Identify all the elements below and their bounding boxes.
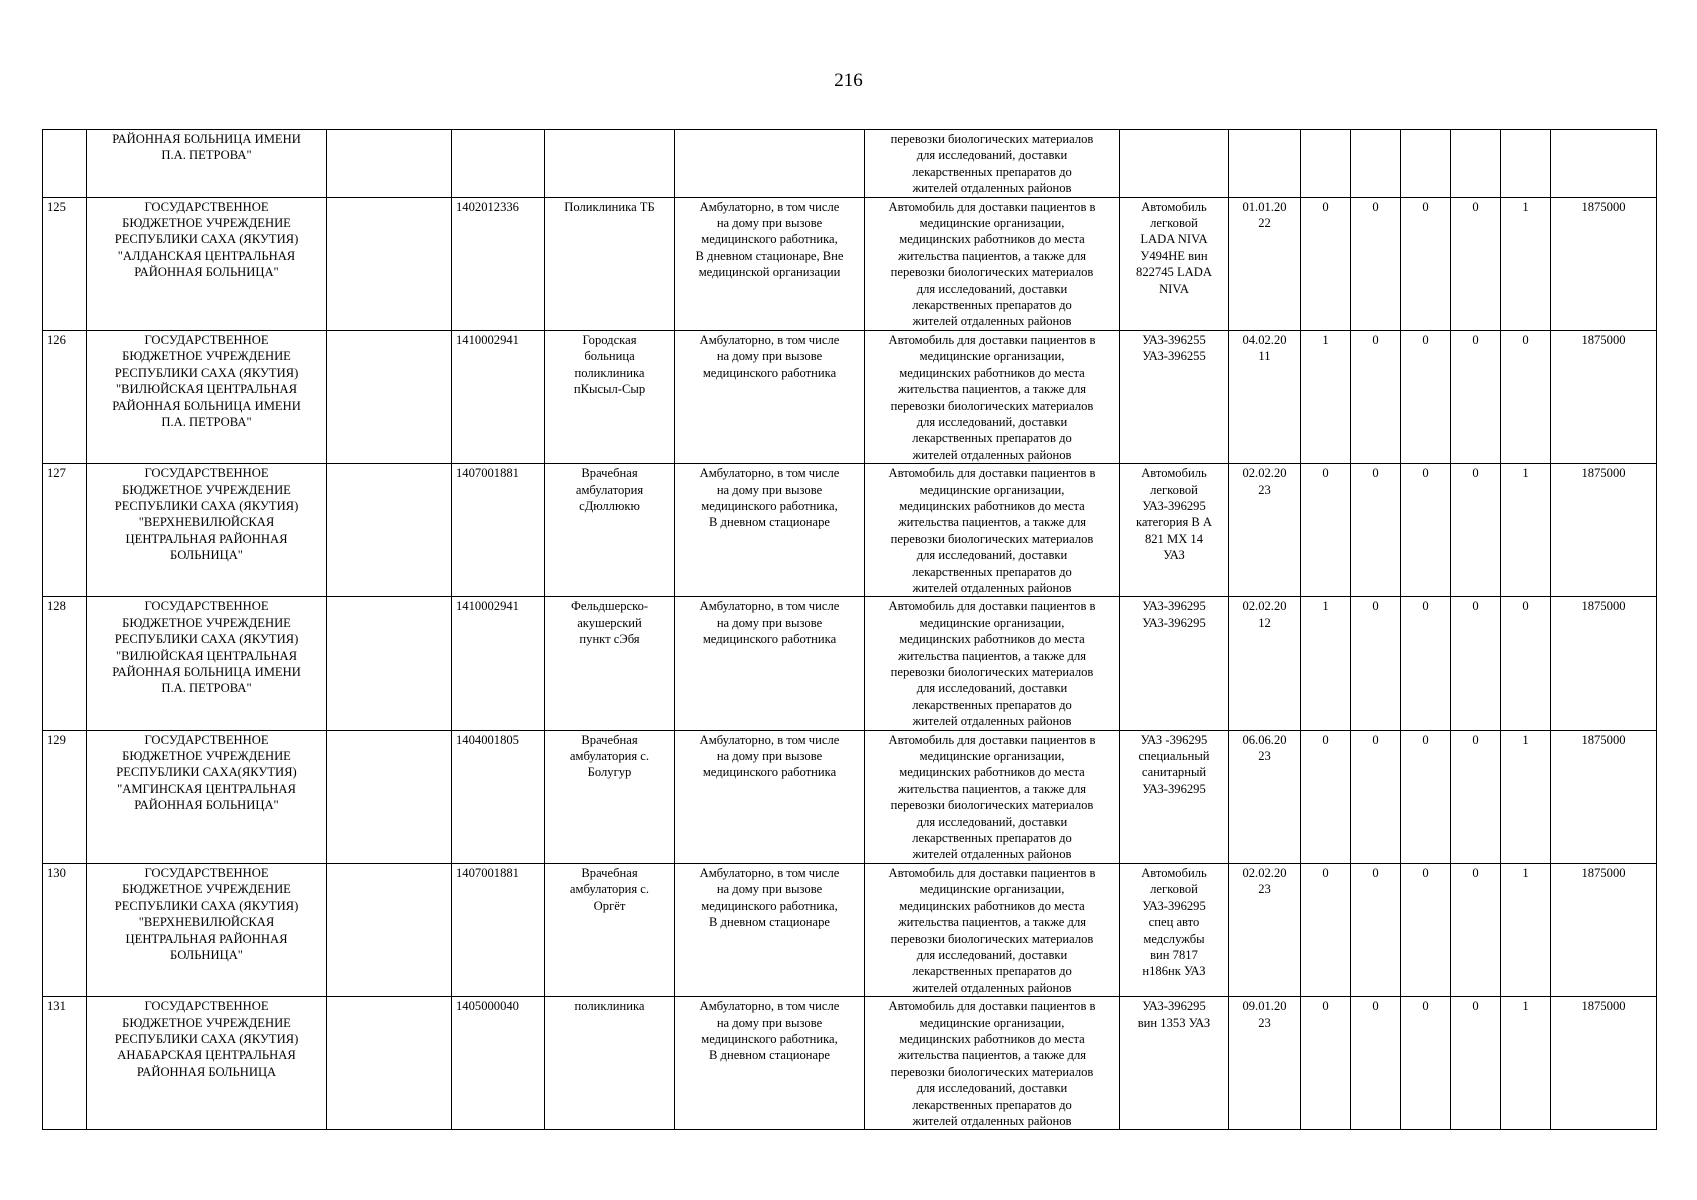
cell-inn: 1404001805 [452,730,545,863]
cell-c2: 0 [1351,464,1401,597]
cell-amount: 1875000 [1551,197,1657,330]
cell-c1 [1301,130,1351,198]
cell-c1: 1 [1301,330,1351,463]
cell-c4: 0 [1451,597,1501,730]
cell-c3: 0 [1401,730,1451,863]
cell-vehicle: УАЗ-396295 УАЗ-396295 [1120,597,1229,730]
cell-c5 [1501,130,1551,198]
vehicle-registry-table [42,129,1657,1130]
cell-c5: 1 [1501,863,1551,996]
cell-c3: 0 [1401,197,1451,330]
cell-vehicle: УАЗ-396295 вин 1353 УАЗ [1120,997,1229,1130]
cell-col3 [327,730,452,863]
cell-c1: 0 [1301,464,1351,597]
cell-c1: 0 [1301,997,1351,1130]
cell-org: ГОСУДАРСТВЕННОЕ БЮДЖЕТНОЕ УЧРЕЖДЕНИЕ РЕСПУБЛИКИ САХА (ЯКУТИЯ) "ВЕРХНЕВИЛЮЙСКАЯ ЦЕНТРАЛЬНАЯ РАЙОННАЯ БОЛЬНИЦА" [87,863,327,996]
cell-unit: Врачебная амбулатория сДюллюкю [545,464,675,597]
cell-c2: 0 [1351,330,1401,463]
cell-unit: Фельдшерско- акушерский пункт сЭбя [545,597,675,730]
cell-purpose: Автомобиль для доставки пациентов в медицинские организации, медицинских работников до места жительства пациентов, а также для перевозки биологических материалов для исследований, доставки лекарственных препаратов до жителей отдаленных районов [865,597,1120,730]
cell-c2: 0 [1351,597,1401,730]
cell-unit: Врачебная амбулатория с. Оргёт [545,863,675,996]
cell-vehicle: Автомобиль легковой УАЗ-396295 спец авто медслужбы вин 7817 н186нк УАЗ [1120,863,1229,996]
cell-c4: 0 [1451,997,1501,1130]
cell-c5: 1 [1501,464,1551,597]
cell-no [43,130,87,198]
cell-conditions: Амбулаторно, в том числе на дому при вызове медицинского работника [675,730,865,863]
cell-org: ГОСУДАРСТВЕННОЕ БЮДЖЕТНОЕ УЧРЕЖДЕНИЕ РЕСПУБЛИКИ САХА (ЯКУТИЯ) "ВИЛЮЙСКАЯ ЦЕНТРАЛЬНАЯ РАЙОННАЯ БОЛЬНИЦА ИМЕНИ П.А. ПЕТРОВА" [87,597,327,730]
cell-purpose: Автомобиль для доставки пациентов в медицинские организации, медицинских работников до места жительства пациентов, а также для перевозки биологических материалов для исследований, доставки лекарственных препаратов до жителей отдаленных районов [865,330,1120,463]
table-row-continuation [43,130,1657,198]
cell-purpose: Автомобиль для доставки пациентов в медицинские организации, медицинских работников до места жительства пациентов, а также для перевозки биологических материалов для исследований, доставки лекарственных препаратов до жителей отдаленных районов [865,197,1120,330]
cell-no: 127 [43,464,87,597]
cell-c1: 0 [1301,863,1351,996]
cell-no: 131 [43,997,87,1130]
cell-org: ГОСУДАРСТВЕННОЕ БЮДЖЕТНОЕ УЧРЕЖДЕНИЕ РЕСПУБЛИКИ САХА (ЯКУТИЯ) "ВЕРХНЕВИЛЮЙСКАЯ ЦЕНТРАЛЬНАЯ РАЙОННАЯ БОЛЬНИЦА" [87,464,327,597]
cell-unit: поликлиника [545,997,675,1130]
cell-date: 02.02.20 23 [1229,464,1301,597]
cell-purpose: Автомобиль для доставки пациентов в медицинские организации, медицинских работников до места жительства пациентов, а также для перевозки биологических материалов для исследований, доставки лекарственных препаратов до жителей отдаленных районов [865,863,1120,996]
cell-c4: 0 [1451,197,1501,330]
cell-no: 130 [43,863,87,996]
cell-c2: 0 [1351,197,1401,330]
cell-org: ГОСУДАРСТВЕННОЕ БЮДЖЕТНОЕ УЧРЕЖДЕНИЕ РЕСПУБЛИКИ САХА(ЯКУТИЯ) "АМГИНСКАЯ ЦЕНТРАЛЬНАЯ РАЙОННАЯ БОЛЬНИЦА" [87,730,327,863]
cell-no: 126 [43,330,87,463]
cell-c4: 0 [1451,863,1501,996]
cell-vehicle: Автомобиль легковой LADA NIVA У494НЕ вин 822745 LADA NIVA [1120,197,1229,330]
cell-org: ГОСУДАРСТВЕННОЕ БЮДЖЕТНОЕ УЧРЕЖДЕНИЕ РЕСПУБЛИКИ САХА (ЯКУТИЯ) "АЛДАНСКАЯ ЦЕНТРАЛЬНАЯ РАЙОННАЯ БОЛЬНИЦА" [87,197,327,330]
table-row [43,464,1657,597]
cell-unit: Врачебная амбулатория с. Болугур [545,730,675,863]
cell-purpose: Автомобиль для доставки пациентов в медицинские организации, медицинских работников до места жительства пациентов, а также для перевозки биологических материалов для исследований, доставки лекарственных препаратов до жителей отдаленных районов [865,464,1120,597]
cell-c3: 0 [1401,464,1451,597]
table-row [43,330,1657,463]
cell-no: 128 [43,597,87,730]
cell-org: ГОСУДАРСТВЕННОЕ БЮДЖЕТНОЕ УЧРЕЖДЕНИЕ РЕСПУБЛИКИ САХА (ЯКУТИЯ) "ВИЛЮЙСКАЯ ЦЕНТРАЛЬНАЯ РАЙОННАЯ БОЛЬНИЦА ИМЕНИ П.А. ПЕТРОВА" [87,330,327,463]
table-row [43,997,1657,1130]
cell-c4: 0 [1451,730,1501,863]
cell-c4 [1451,130,1501,198]
cell-amount: 1875000 [1551,730,1657,863]
cell-no: 129 [43,730,87,863]
table-row [43,597,1657,730]
cell-col3 [327,130,452,198]
cell-c5: 0 [1501,330,1551,463]
cell-col3 [327,997,452,1130]
cell-purpose: Автомобиль для доставки пациентов в медицинские организации, медицинских работников до места жительства пациентов, а также для перевозки биологических материалов для исследований, доставки лекарственных препаратов до жителей отдаленных районов [865,997,1120,1130]
cell-c2: 0 [1351,730,1401,863]
cell-c4: 0 [1451,330,1501,463]
cell-conditions [675,130,865,198]
cell-col3 [327,597,452,730]
cell-vehicle: Автомобиль легковой УАЗ-396295 категория В А 821 МХ 14 УАЗ [1120,464,1229,597]
cell-c5: 1 [1501,197,1551,330]
cell-c4: 0 [1451,464,1501,597]
cell-col3 [327,330,452,463]
table-row [43,197,1657,330]
cell-date: 04.02.20 11 [1229,330,1301,463]
cell-c5: 1 [1501,997,1551,1130]
cell-date: 01.01.20 22 [1229,197,1301,330]
cell-conditions: Амбулаторно, в том числе на дому при вызове медицинского работника, В дневном стационаре [675,997,865,1130]
cell-c3: 0 [1401,997,1451,1130]
cell-amount: 1875000 [1551,997,1657,1130]
cell-inn: 1405000040 [452,997,545,1130]
cell-c3 [1401,130,1451,198]
table-row [43,730,1657,863]
cell-amount: 1875000 [1551,330,1657,463]
cell-c2 [1351,130,1401,198]
cell-date: 06.06.20 23 [1229,730,1301,863]
cell-inn: 1402012336 [452,197,545,330]
cell-date: 02.02.20 12 [1229,597,1301,730]
cell-c3: 0 [1401,330,1451,463]
cell-unit: Поликлиника ТБ [545,197,675,330]
cell-vehicle [1120,130,1229,198]
cell-inn: 1407001881 [452,863,545,996]
table-row [43,863,1657,996]
cell-c2: 0 [1351,997,1401,1130]
cell-conditions: Амбулаторно, в том числе на дому при вызове медицинского работника [675,330,865,463]
cell-inn [452,130,545,198]
cell-date [1229,130,1301,198]
cell-conditions: Амбулаторно, в том числе на дому при вызове медицинского работника, В дневном стационаре [675,863,865,996]
cell-no: 125 [43,197,87,330]
cell-org: РАЙОННАЯ БОЛЬНИЦА ИМЕНИ П.А. ПЕТРОВА" [87,130,327,198]
cell-conditions: Амбулаторно, в том числе на дому при вызове медицинского работника [675,597,865,730]
cell-col3 [327,464,452,597]
cell-date: 09.01.20 23 [1229,997,1301,1130]
cell-c3: 0 [1401,597,1451,730]
cell-conditions: Амбулаторно, в том числе на дому при вызове медицинского работника, В дневном стационаре [675,464,865,597]
cell-c3: 0 [1401,863,1451,996]
cell-unit [545,130,675,198]
cell-inn: 1407001881 [452,464,545,597]
cell-c2: 0 [1351,863,1401,996]
cell-vehicle: УАЗ -396295 специальный санитарный УАЗ-396295 [1120,730,1229,863]
cell-conditions: Амбулаторно, в том числе на дому при вызове медицинского работника, В дневном стационаре, Вне медицинской организации [675,197,865,330]
cell-vehicle: УАЗ-396255 УАЗ-396255 [1120,330,1229,463]
cell-amount: 1875000 [1551,464,1657,597]
cell-inn: 1410002941 [452,330,545,463]
cell-c1: 0 [1301,197,1351,330]
cell-amount: 1875000 [1551,597,1657,730]
cell-inn: 1410002941 [452,597,545,730]
cell-amount: 1875000 [1551,863,1657,996]
cell-unit: Городская больница поликлиника пКысыл-Сыр [545,330,675,463]
cell-purpose: перевозки биологических материалов для исследований, доставки лекарственных препаратов до жителей отдаленных районов [865,130,1120,198]
cell-c5: 0 [1501,597,1551,730]
page-number: 216 [834,70,863,91]
cell-col3 [327,863,452,996]
cell-amount [1551,130,1657,198]
cell-c5: 1 [1501,730,1551,863]
cell-c1: 0 [1301,730,1351,863]
cell-col3 [327,197,452,330]
cell-org: ГОСУДАРСТВЕННОЕ БЮДЖЕТНОЕ УЧРЕЖДЕНИЕ РЕСПУБЛИКИ САХА (ЯКУТИЯ) АНАБАРСКАЯ ЦЕНТРАЛЬНАЯ РАЙОННАЯ БОЛЬНИЦА [87,997,327,1130]
cell-c1: 1 [1301,597,1351,730]
cell-purpose: Автомобиль для доставки пациентов в медицинские организации, медицинских работников до места жительства пациентов, а также для перевозки биологических материалов для исследований, доставки лекарственных препаратов до жителей отдаленных районов [865,730,1120,863]
cell-date: 02.02.20 23 [1229,863,1301,996]
